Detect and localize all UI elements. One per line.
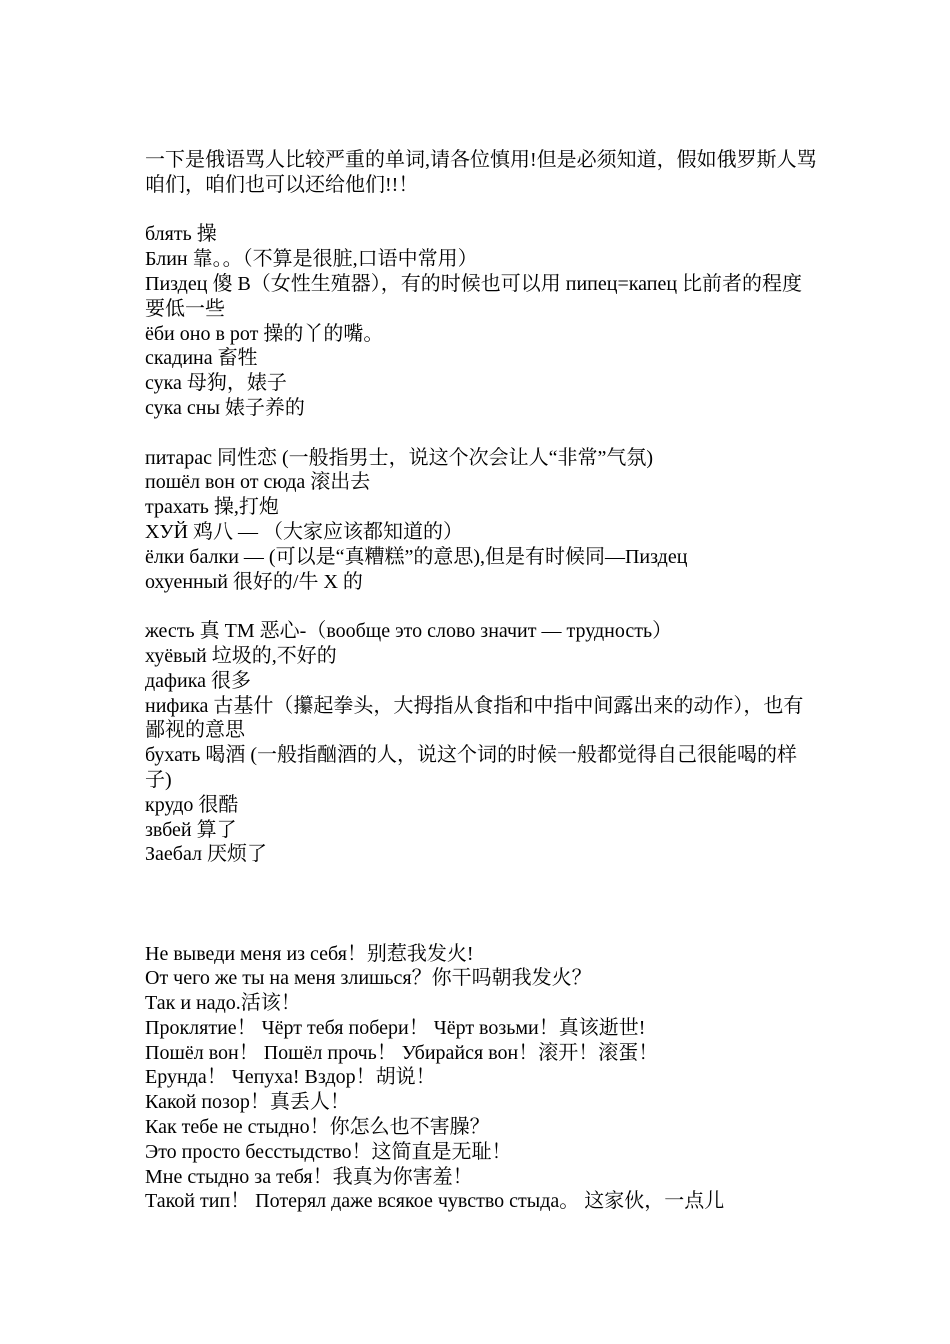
vocab-line: звбей 算了 — [145, 818, 237, 841]
vocab-line: Заебал 厌烦了 — [145, 843, 267, 866]
vocab-line: пошёл вон от сюда 滚出去 — [145, 471, 371, 494]
phrase-line: Какой позор！真丢人！ — [145, 1091, 350, 1114]
vocab-line: ёлки балки — (可以是“真糟糕”的意思),但是有时候同—Пиздец — [145, 545, 688, 568]
phrase-line: От чего же ты на меня злишься？你干吗朝我发火？ — [145, 967, 592, 990]
vocab-line: хуёвый 垃圾的,不好的 — [145, 644, 337, 667]
vocab-line: сука 母狗，婊子 — [145, 372, 287, 395]
vocab-group-3 — [145, 619, 817, 867]
intro-paragraph: 一下是俄语骂人比较严重的单词,请各位慎用!但是必须知道，假如俄罗斯人骂咱们，咱们也可以还给他们!!！ — [145, 149, 817, 196]
phrase-line: Проклятие！ Чёрт тебя побери！ Чёрт возьми！真该逝世! — [145, 1016, 646, 1039]
vocab-line: нифика 古基什（攥起拳头，大拇指从食指和中指中间露出来的动作），也有鄙视的意思 — [145, 694, 804, 742]
phrase-group — [145, 942, 817, 1215]
vocab-group-2 — [145, 446, 817, 595]
vocab-line: блять 操 — [145, 223, 217, 246]
vocab-line: крудо 很酷 — [145, 793, 239, 816]
phrase-line: Мне стыдно за тебя！我真为你害羞！ — [145, 1165, 473, 1188]
phrase-line: Ерунда！ Чепуха! Вздор！胡说！ — [145, 1066, 436, 1089]
vocab-line: Пиздец 傻 B（女性生殖器），有的时候也可以用 пипец=капец 比前者的程度要低一些 — [145, 272, 803, 320]
vocab-line: ХУЙ 鸡八 — （大家应该都知道的） — [145, 520, 464, 543]
vocab-line: ёби оно в рот 操的丫的嘴。 — [145, 322, 384, 345]
blank-line — [145, 594, 817, 619]
vocab-line: дафика 很多 — [145, 669, 252, 692]
vocab-line: Блин 靠。。（不算是很脏,口语中常用） — [145, 248, 478, 271]
vocab-group-1 — [145, 222, 817, 420]
document-body — [145, 148, 817, 1214]
vocab-line: питарас 同性恋 (一般指男士，说这个次会让人“非常”气氛) — [145, 446, 654, 469]
vocab-line: жесть 真 TM 恶心-（вообще это слово значит — трудность） — [145, 620, 673, 643]
vocab-line: охуенный 很好的/牛 X 的 — [145, 570, 363, 593]
vocab-line: сука сны 婊子养的 — [145, 396, 305, 419]
blank-line — [145, 198, 817, 223]
phrase-line: Это просто бесстыдство！这简直是无耻！ — [145, 1140, 512, 1163]
phrase-line: Как тебе не стыдно！你怎么也不害臊？ — [145, 1116, 490, 1139]
phrase-line: Пошёл вон！ Пошёл прочь！ Убирайся вон！滚开！滚蛋！ — [145, 1041, 659, 1064]
phrase-line: Не выведи меня из себя！别惹我发火! — [145, 942, 474, 965]
vocab-line: трахать 操,打炮 — [145, 496, 279, 519]
vocab-line: скадина 畜牲 — [145, 347, 258, 370]
blank-lines — [145, 867, 817, 941]
phrase-line: Такой тип！ Потерял даже всякое чувство стыда。 这家伙，一点儿 — [145, 1190, 725, 1213]
blank-line — [145, 421, 817, 446]
phrase-line: Так и надо.活该！ — [145, 992, 301, 1015]
vocab-line: бухать 喝酒 (一般指酗酒的人，说这个词的时候一般都觉得自己很能喝的样子) — [145, 744, 798, 791]
